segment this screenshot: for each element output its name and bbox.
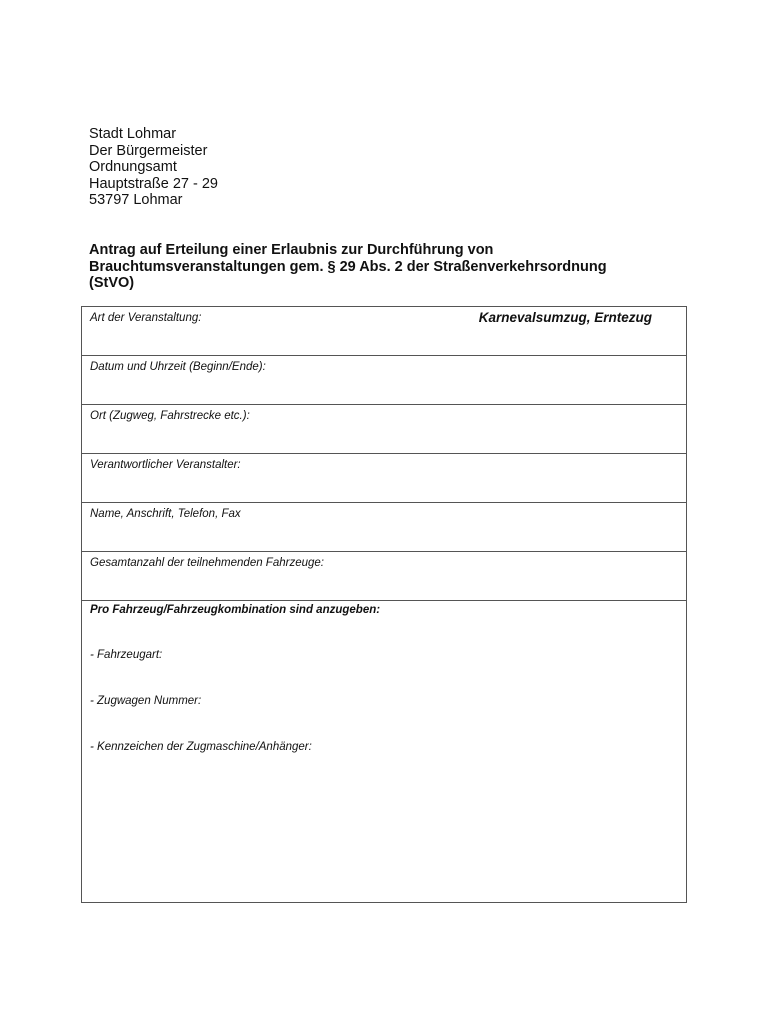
form-row-vehicle-details[interactable] bbox=[82, 601, 686, 902]
address-line-office: Ordnungsamt bbox=[89, 159, 177, 176]
form-row-location[interactable] bbox=[82, 405, 686, 454]
address-line-city: Stadt Lohmar bbox=[89, 126, 177, 142]
form-row-date-time[interactable] bbox=[82, 356, 686, 405]
vehicle-count-label: Gesamtanzahl der teilnehmenden Fahrzeuge: bbox=[90, 557, 324, 569]
title-line-3: (StVO) bbox=[89, 275, 135, 292]
form-row-event-type[interactable] bbox=[82, 307, 686, 356]
address-line-postcode: 53797 Lohmar bbox=[89, 192, 183, 209]
license-plate-label: - Kennzeichen der Zugmaschine/Anhänger: bbox=[90, 741, 312, 753]
organizer-label: Verantwortlicher Veranstalter: bbox=[90, 459, 241, 471]
towing-vehicle-number-label: - Zugwagen Nummer: bbox=[90, 695, 202, 707]
event-type-label: Art der Veranstaltung: bbox=[90, 312, 202, 324]
recipient-address bbox=[89, 126, 218, 209]
title-line-1: Antrag auf Erteilung einer Erlaubnis zur Durchführung von bbox=[89, 242, 494, 258]
vehicle-type-label: - Fahrzeugart: bbox=[90, 649, 163, 661]
form-row-organizer[interactable] bbox=[82, 454, 686, 503]
contact-label: Name, Anschrift, Telefon, Fax bbox=[90, 508, 241, 520]
form-row-vehicle-count[interactable] bbox=[82, 552, 686, 601]
address-line-mayor: Der Bürgermeister bbox=[89, 142, 208, 159]
title-line-2: Brauchtumsveranstaltungen gem. § 29 Abs. 2 der Straßenverkehrsordnung bbox=[89, 258, 607, 275]
document-title bbox=[89, 242, 689, 292]
event-type-value[interactable]: Karnevalsumzug, Erntezug bbox=[478, 310, 652, 325]
address-line-street: Hauptstraße 27 - 29 bbox=[89, 175, 218, 192]
vehicle-section-heading: Pro Fahrzeug/Fahrzeugkombination sind anzugeben: bbox=[90, 604, 381, 616]
date-time-label: Datum und Uhrzeit (Beginn/Ende): bbox=[90, 361, 266, 373]
form-row-contact[interactable] bbox=[82, 503, 686, 552]
location-label: Ort (Zugweg, Fahrstrecke etc.): bbox=[90, 410, 250, 422]
application-form-table bbox=[81, 306, 687, 903]
